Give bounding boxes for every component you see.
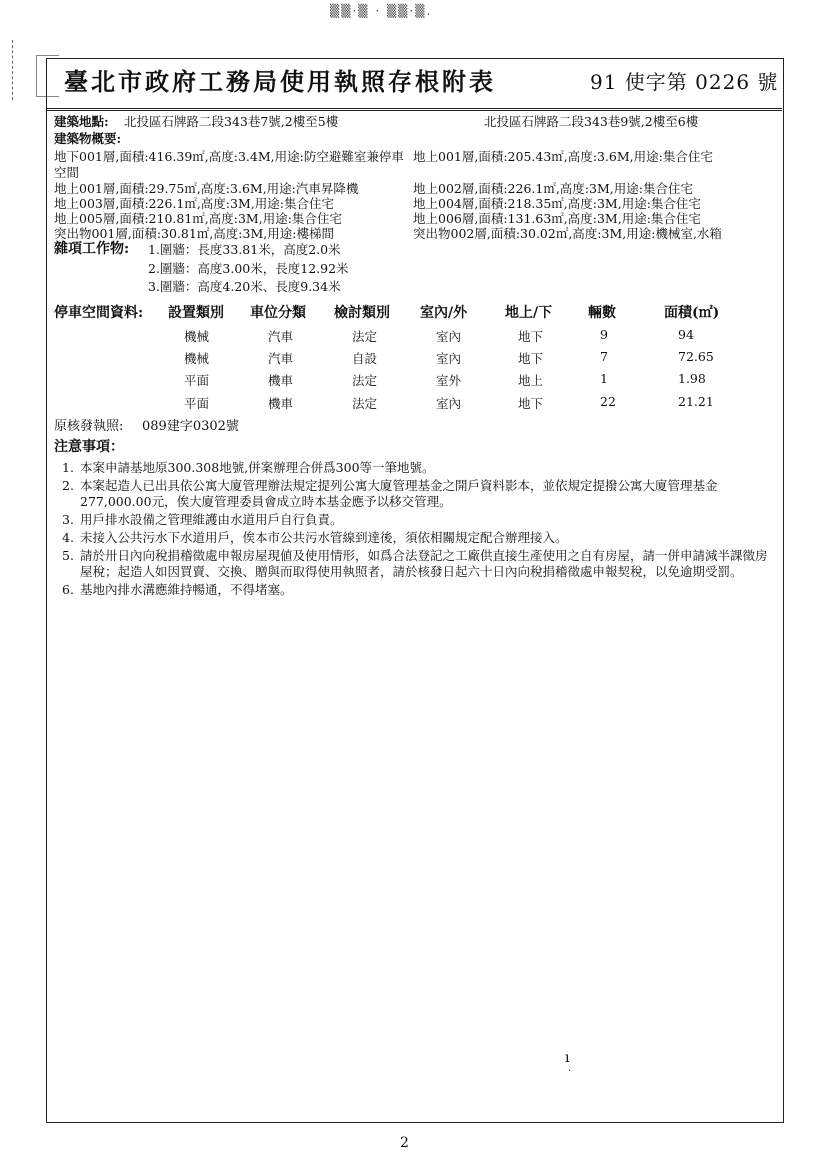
parking-cell: 法定 — [352, 373, 378, 388]
parking-header: 地上/下 — [505, 305, 553, 321]
overview-row-right: 地上004層,面積:218.35㎡,高度:3M,用途:集合住宅 — [413, 196, 701, 211]
parking-cell: 機車 — [268, 396, 294, 411]
parking-cell: 汽車 — [268, 329, 294, 344]
parking-cell: 地下 — [518, 329, 544, 344]
parking-cell: 21.21 — [678, 394, 714, 409]
parking-cell: 機車 — [268, 373, 294, 388]
parking-cell: 平面 — [184, 373, 210, 388]
parking-header: 檢討類別 — [334, 305, 390, 321]
parking-cell: 法定 — [352, 329, 378, 344]
note-text: 本案申請基地原300.308地號,併案辦理合併爲300等一筆地號。 — [80, 460, 435, 475]
parking-header: 室內/外 — [420, 305, 468, 321]
scan-mark: · — [568, 1066, 572, 1077]
parking-cell: 平面 — [184, 396, 210, 411]
misc-item: 2.圍牆：高度3.00米，長度12.92米 — [148, 261, 349, 276]
overview-row-left: 地上003層,面積:226.1㎡,高度:3M,用途:集合住宅 — [54, 196, 334, 211]
page-number: 2 — [400, 1135, 409, 1151]
overview-f001b: 地上001層,面積:205.43㎡,高度:3.6M,用途:集合住宅 — [413, 149, 713, 164]
parking-cell: 1.98 — [678, 371, 706, 386]
parking-label: 停車空間資料: — [54, 305, 144, 321]
misc-item: 3.圍牆：高度4.20米、長度9.34米 — [148, 279, 341, 294]
parking-cell: 室內 — [436, 351, 462, 366]
original-value: 089建字0302號 — [142, 419, 239, 434]
site-address-2: 北投區石牌路二段343巷9號,2樓至6樓 — [484, 114, 699, 129]
parking-cell: 室外 — [436, 373, 462, 388]
parking-header: 輛數 — [588, 305, 616, 321]
note-item: 1. 本案申請基地原300.308地號,併案辦理合併爲300等一筆地號。 — [58, 460, 768, 476]
parking-cell: 72.65 — [678, 349, 714, 364]
note-text: 基地內排水溝應維持暢通，不得堵塞。 — [80, 582, 293, 597]
parking-cell: 法定 — [352, 396, 378, 411]
parking-cell: 1 — [600, 371, 608, 386]
parking-cell: 機械 — [184, 351, 210, 366]
parking-cell: 9 — [600, 327, 608, 342]
note-text: 用戶排水設備之管理維護由水道用戶自行負責。 — [80, 512, 343, 527]
parking-cell: 地上 — [518, 373, 544, 388]
overview-b001: 地下001層,面積:416.39㎡,高度:3.4M,用途:防空避難室兼停車 — [54, 149, 404, 164]
overview-row-left: 突出物001層,面積:30.81㎡,高度:3M,用途:樓梯間 — [54, 226, 334, 241]
note-text: 未接入公共污水下水道用戶，俟本市公共污水管線到達後，須依相關規定配合辦理接入。 — [80, 530, 568, 545]
document-title: 臺北市政府工務局使用執照存根附表 — [64, 67, 496, 96]
parking-header: 面積(㎡) — [664, 305, 720, 321]
notes-label: 注意事項： — [54, 439, 124, 455]
note-item: 6. 基地內排水溝應維持暢通，不得堵塞。 — [58, 582, 768, 598]
note-item: 4. 未接入公共污水下水道用戶，俟本市公共污水管線到達後，須依相關規定配合辦理接入。 — [58, 530, 768, 546]
parking-cell: 地下 — [518, 351, 544, 366]
overview-row-left: 地上001層,面積:29.75㎡,高度:3.6M,用途:汽車昇降機 — [54, 181, 359, 196]
parking-header: 車位分類 — [250, 305, 306, 321]
site-label: 建築地點: — [54, 114, 109, 129]
note-item: 3. 用戶排水設備之管理維護由水道用戶自行負責。 — [58, 512, 768, 528]
misc-item: 1.圍牆：長度33.81米，高度2.0米 — [148, 242, 341, 257]
parking-cell: 室內 — [436, 396, 462, 411]
note-text: 請於卅日內向稅捐稽徵處申報房屋現値及使用情形，如爲合法登記之工廠供直接生產使用之自有房屋，請一併申請減半課徵房屋稅；起造人如因買賣、交換、贈與而取得使用執照者，請於核發日起六十日內向稅捐稽徵處申報契稅，以免逾期受罰。 — [80, 548, 768, 579]
parking-cell: 室內 — [436, 329, 462, 344]
parking-header: 設置類別 — [168, 305, 224, 321]
parking-cell: 7 — [600, 349, 608, 364]
parking-cell: 22 — [600, 394, 616, 409]
note-item: 2. 本案起造人已出具依公寓大廈管理辦法規定提列公寓大廈管理基金之開戶資料影本，並依規定提撥公寓大廈管理基金277,000.00元，俟大廈管理委員會成立時本基金應予以移交管理。 — [58, 478, 768, 510]
parking-cell: 機械 — [184, 329, 210, 344]
original-label: 原核發執照: — [54, 419, 124, 434]
note-text: 本案起造人已出具依公寓大廈管理辦法規定提列公寓大廈管理基金之開戶資料影本，並依規定提撥公寓大廈管理基金277,000.00元，俟大廈管理委員會成立時本基金應予以移交管理。 — [80, 478, 718, 509]
parking-cell: 自設 — [352, 351, 378, 366]
note-item: 5. 請於卅日內向稅捐稽徵處申報房屋現値及使用情形，如爲合法登記之工廠供直接生產使用之自有房屋，請一併申請減半課徵房屋稅；起造人如因買賣、交換、贈與而取得使用執照者，請於核發日起六十日內向稅捐稽徵處申報契稅，以免逾期受罰。 — [62, 548, 768, 579]
overview-row-left: 地上005層,面積:210.81㎡,高度:3M,用途:集合住宅 — [54, 211, 342, 226]
site-address-1: 北投區石牌路二段343巷7號,2樓至5樓 — [124, 114, 339, 129]
overview-row-right: 地上002層,面積:226.1㎡,高度:3M,用途:集合住宅 — [413, 181, 693, 196]
scan-mark: ▒▒·▒ · ▒▒·▒. — [330, 4, 433, 18]
overview-row-right: 突出物002層,面積:30.02㎡,高度:3M,用途:機械室,水箱 — [413, 226, 722, 241]
notes-list — [58, 460, 768, 600]
parking-cell: 汽車 — [268, 351, 294, 366]
misc-label: 雜項工作物: — [54, 241, 130, 257]
scan-mark: ı — [565, 1050, 570, 1066]
overview-b001-cont: 空間 — [54, 165, 80, 180]
overview-row-right: 地上006層,面積:131.63㎡,高度:3M,用途:集合住宅 — [413, 211, 701, 226]
parking-cell: 地下 — [518, 396, 544, 411]
parking-cell: 94 — [678, 327, 694, 342]
license-number: 91 使字第 0226 號 — [590, 70, 779, 94]
overview-label: 建築物概要: — [54, 131, 122, 146]
